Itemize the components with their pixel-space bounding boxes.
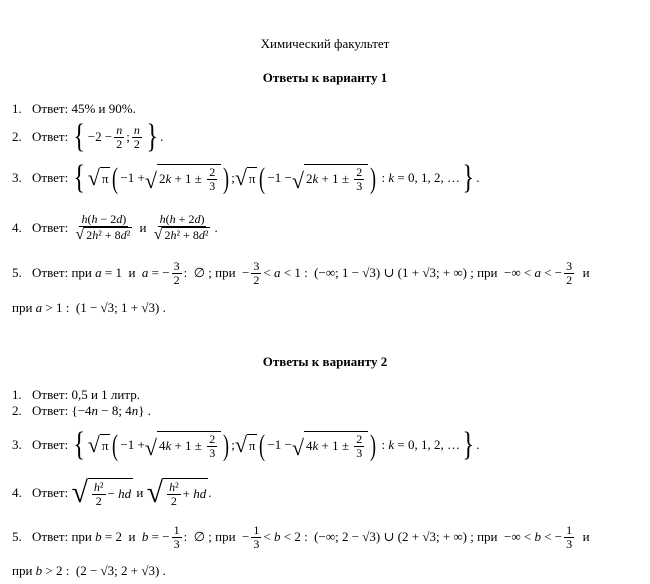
v1-answer-1: 1. Ответ: 45% и 90%. bbox=[12, 101, 136, 116]
v2-answer-1: 1. Ответ: 0,5 и 1 литр. bbox=[12, 387, 140, 402]
v2-answer-4: 4. Ответ: √ $\frac{\text{h²}}{2}$ − hd и √ $\frac{\text{h²}}{2}$ + hd . bbox=[12, 476, 212, 509]
v1-answer-5a: 5. Ответ: при a = 1 и a = − $\frac{3}{2}$ : ∅ ; при − $\frac{3}{2}$ < a < 1 : (−∞; 1 − √3) ∪ (1 + √3; + ∞) ; при −∞ < a < − $\frac{3}{2}$ и bbox=[12, 259, 590, 287]
v1-answer-3: 3. Ответ: { √ π ( −1 + √ 2 k + 1 ± $\frac{2}{3}$ ) ; √ π ( −1 − √ 2 k + 1 ± $\frac{2}{3}$ ) : k = 0, 1, 2, … } . bbox=[12, 159, 480, 196]
v2-answer-5b: при b > 2 : (2 − √3; 2 + √3) . bbox=[12, 563, 166, 578]
variant1-title: Ответы к варианту 1 bbox=[262, 70, 388, 85]
v1-answer-5b: при a > 1 : (1 − √3; 1 + √3) . bbox=[12, 300, 166, 315]
v2-answer-5a: 5. Ответ: при b = 2 и b = − $\frac{1}{3}$ : ∅ ; при − $\frac{1}{3}$ < b < 2 : (−∞; 2 − √3) ∪ (2 + √3; + ∞) ; при −∞ < b < − $\frac{1}{3}$ и bbox=[12, 523, 590, 551]
v1-answer-4: 4. Ответ: h(h − 2d) √ 2 h ² + 8 d ² и h(h + 2d) √ 2 h ² + 8 d ² . bbox=[12, 212, 218, 243]
v2-answer-2: 2. Ответ: {−4 n − 8; 4 n } . bbox=[12, 403, 151, 418]
faculty-title: Химический факультет bbox=[260, 36, 390, 51]
variant2-title: Ответы к варианту 2 bbox=[262, 354, 388, 369]
v1-answer-2: 2. Ответ: { −2 − $\frac{n}{2}$ ; $\frac{n}{2}$ } . bbox=[12, 118, 164, 155]
v2-answer-3: 3. Ответ: { √ π ( −1 + √ 4 k + 1 ± $\frac{2}{3}$ ) ; √ π ( −1 − √ 4 k + 1 ± $\frac{2}{3}$ ) : k = 0, 1, 2, … } . bbox=[12, 426, 480, 463]
